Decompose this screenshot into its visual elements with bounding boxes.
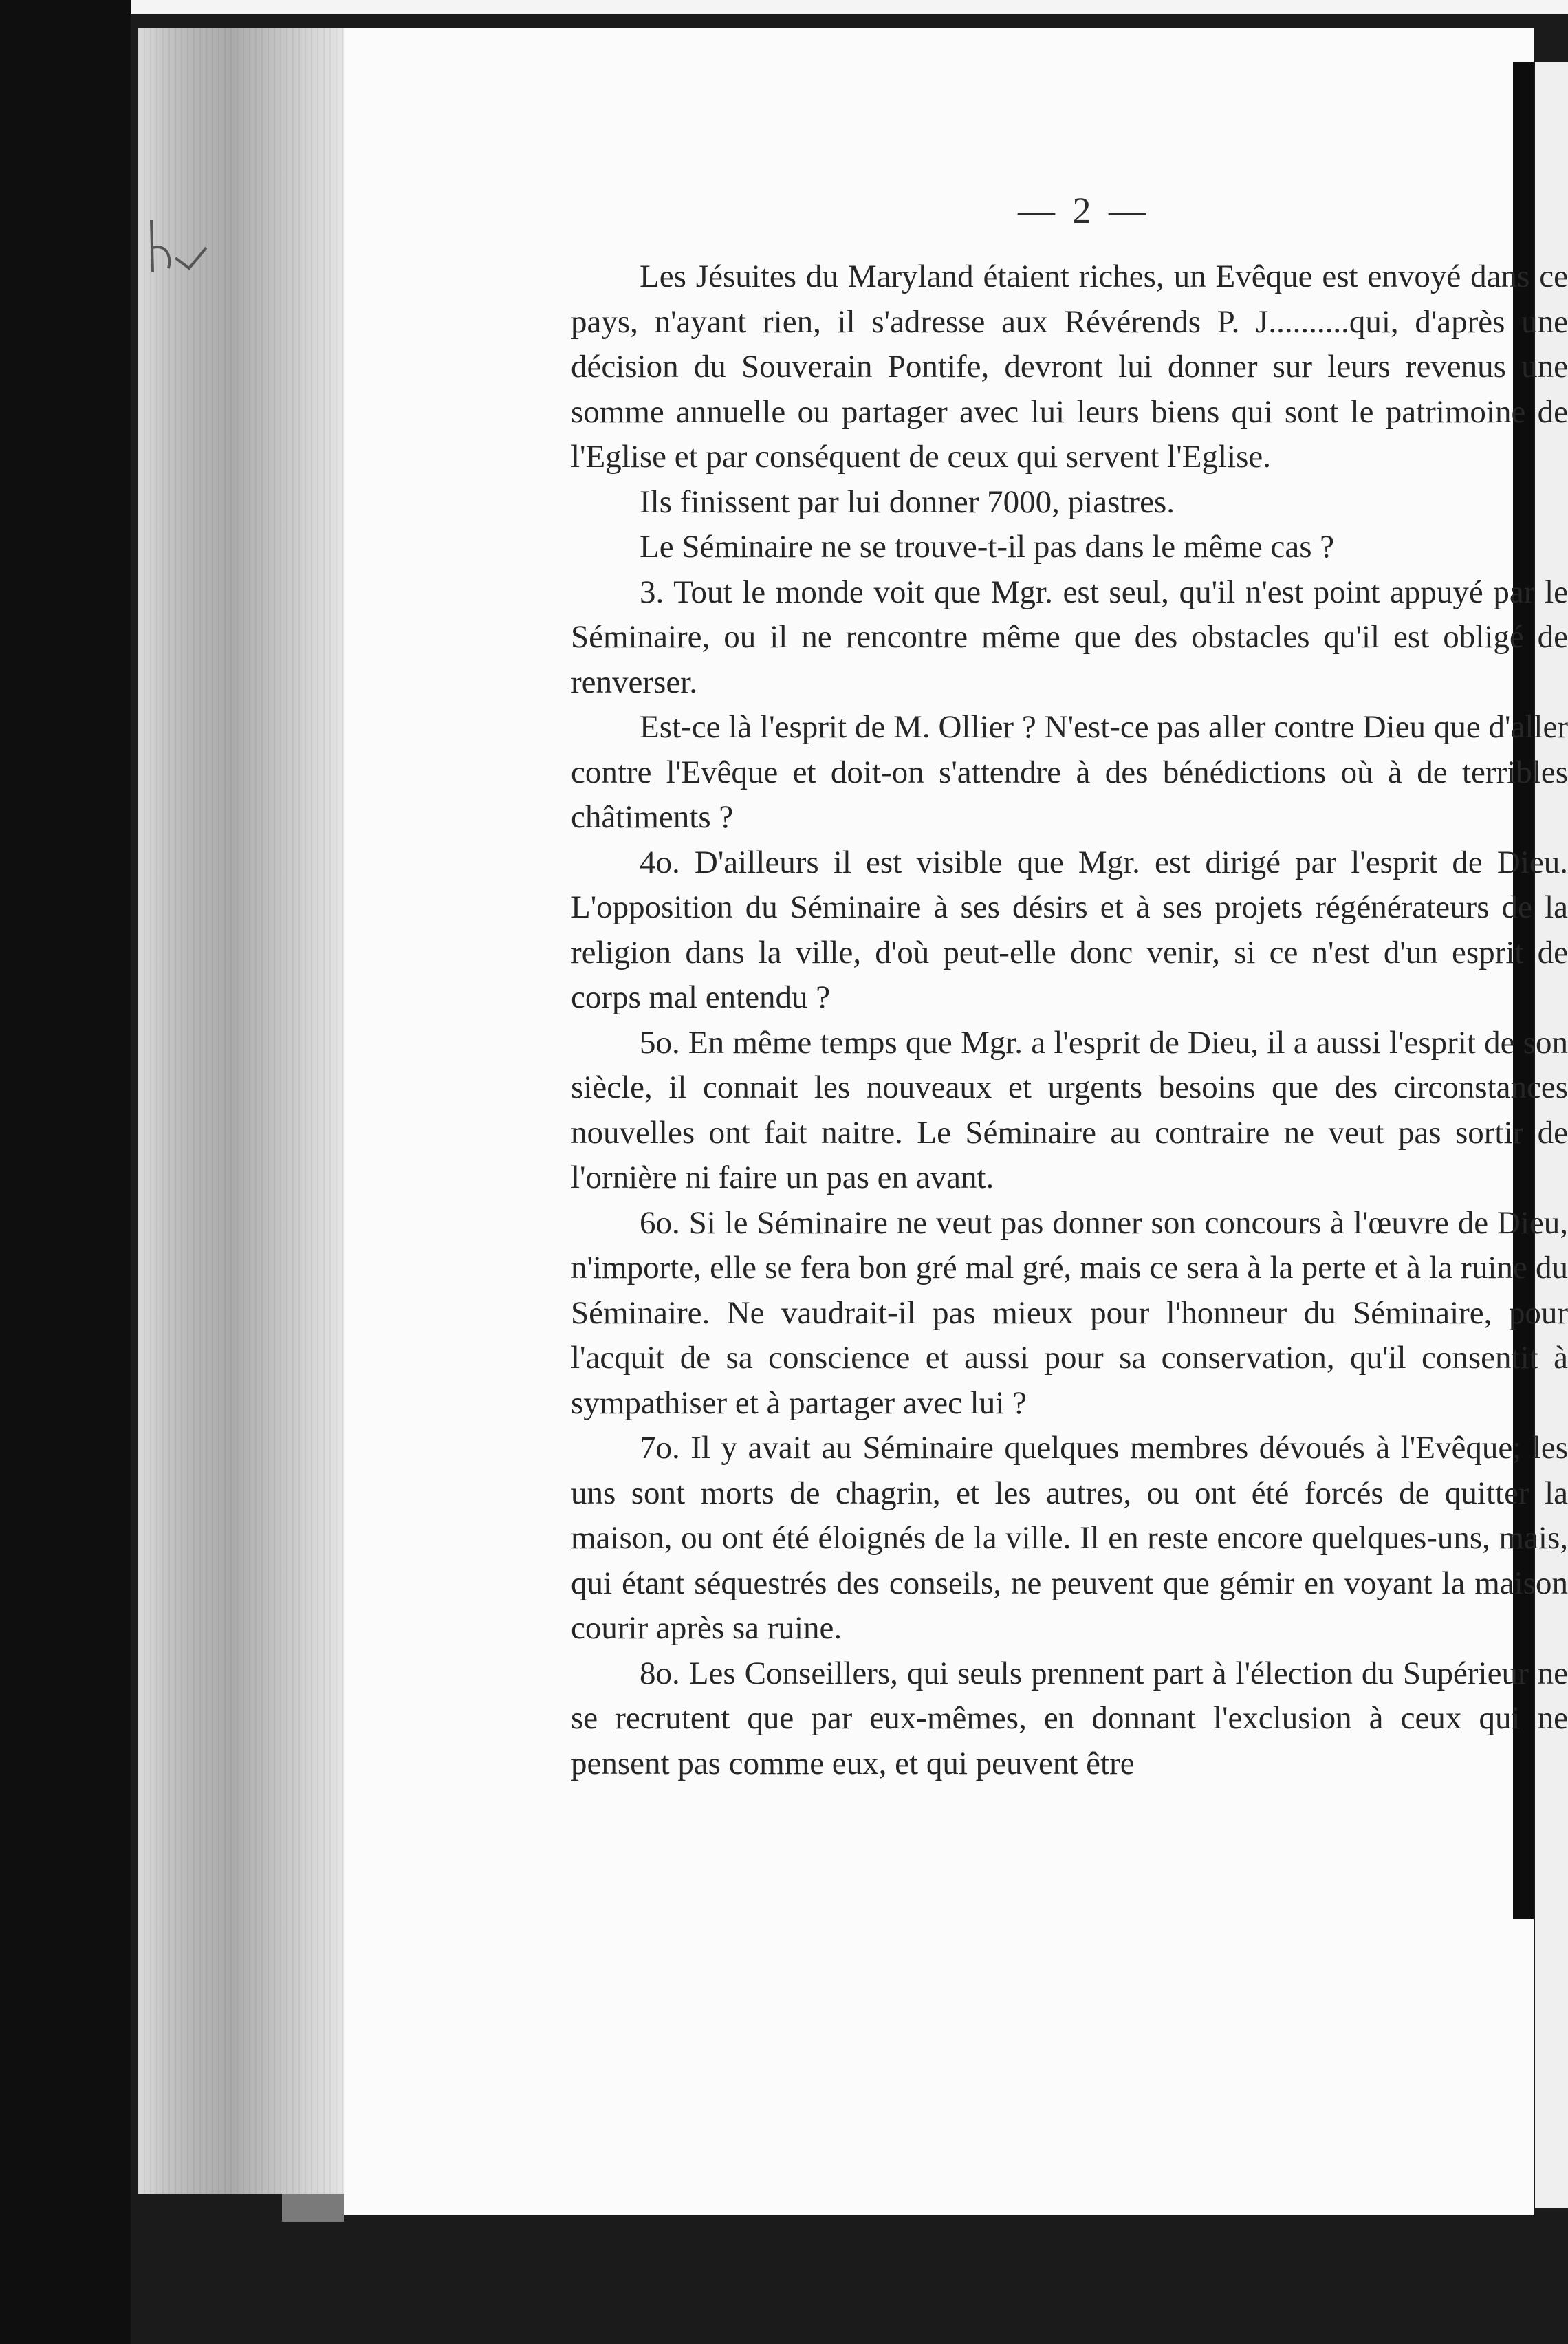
paragraph: Les Jésuites du Maryland étaient riches, un Evêque est envoyé dans ce pays, n'ayant rien, il s'adresse aux Révérends P. J..........qui, d'après une décision du Souverain Pontife, devront lui donner sur leurs revenus une somme annuelle ou partager avec lui leurs biens qui sont le patrimoine de l'Eglise et par conséquent de ceux qui servent l'Eglise. — [571, 259, 1568, 475]
paragraph: Est-ce là l'esprit de M. Ollier ? N'est-ce pas aller contre Dieu que d'aller contre l'Evêque et doit-on s'attendre à des bénédictions où à de terribles châtiments ? — [571, 709, 1568, 835]
paragraph: Ils finissent par lui donner 7000, piastres. — [640, 484, 1175, 520]
paragraph: 3. Tout le monde voit que Mgr. est seul, qu'il n'est point appuyé par le Séminaire, ou il ne rencontre même que des obstacles qu'il est obligé de renverser. — [571, 574, 1568, 700]
scan-bottom-shadow — [282, 2194, 344, 2222]
body-text — [571, 254, 1568, 1786]
paragraph: 5o. En même temps que Mgr. a l'esprit de Dieu, il a aussi l'esprit de son siècle, il connait les nouveaux et urgents besoins que des circonstances nouvelles ont fait naitre. Le Séminaire au contraire ne veut pas sortir de l'ornière ni faire un pas en avant. — [571, 1024, 1568, 1195]
paragraph: 6o. Si le Séminaire ne veut pas donner son concours à l'œuvre de Dieu, n'importe, elle se fera bon gré mal gré, mais ce sera à la perte et à la ruine du Séminaire. Ne vaudrait-il pas mieux pour l'honneur du Séminaire, pour l'acquit de sa conscience et aussi pour sa conservation, qu'il consentit à sympathiser et à partager avec lui ? — [571, 1204, 1568, 1421]
scan-top-edge — [0, 0, 1568, 14]
page-stack-lines — [138, 28, 344, 2194]
paragraph: 4o. D'ailleurs il est visible que Mgr. est dirigé par l'esprit de Dieu. L'opposition du Séminaire à ses désirs et à ses projets régénérateurs de la religion dans la ville, d'où peut-elle donc venir, si ce n'est d'un esprit de corps mal entendu ? — [571, 844, 1568, 1015]
paragraph: 8o. Les Conseillers, qui seuls prennent part à l'élection du Supérieur ne se recrutent que par eux-mêmes, en donnant l'exclusion à ceux qui ne pensent pas comme eux, et qui peuvent être — [571, 1655, 1568, 1781]
paragraph: Le Séminaire ne se trouve-t-il pas dans le même cas ? — [640, 529, 1335, 565]
pencil-mark-icon — [138, 206, 213, 289]
scan-left-border — [0, 0, 131, 2344]
book-spine-edge — [138, 28, 344, 2194]
page-number: — 2 — — [1018, 190, 1150, 231]
paragraph: 7o. Il y avait au Séminaire quelques membres dévoués à l'Evêque; les uns sont morts de chagrin, et les autres, ou ont été forcés de quitter la maison, ou ont été éloignés de la ville. Il en reste encore quelques-uns, mais, qui étant séquestrés des conseils, ne peuvent que gémir en voyant la maison courir après sa ruine. — [571, 1430, 1568, 1646]
